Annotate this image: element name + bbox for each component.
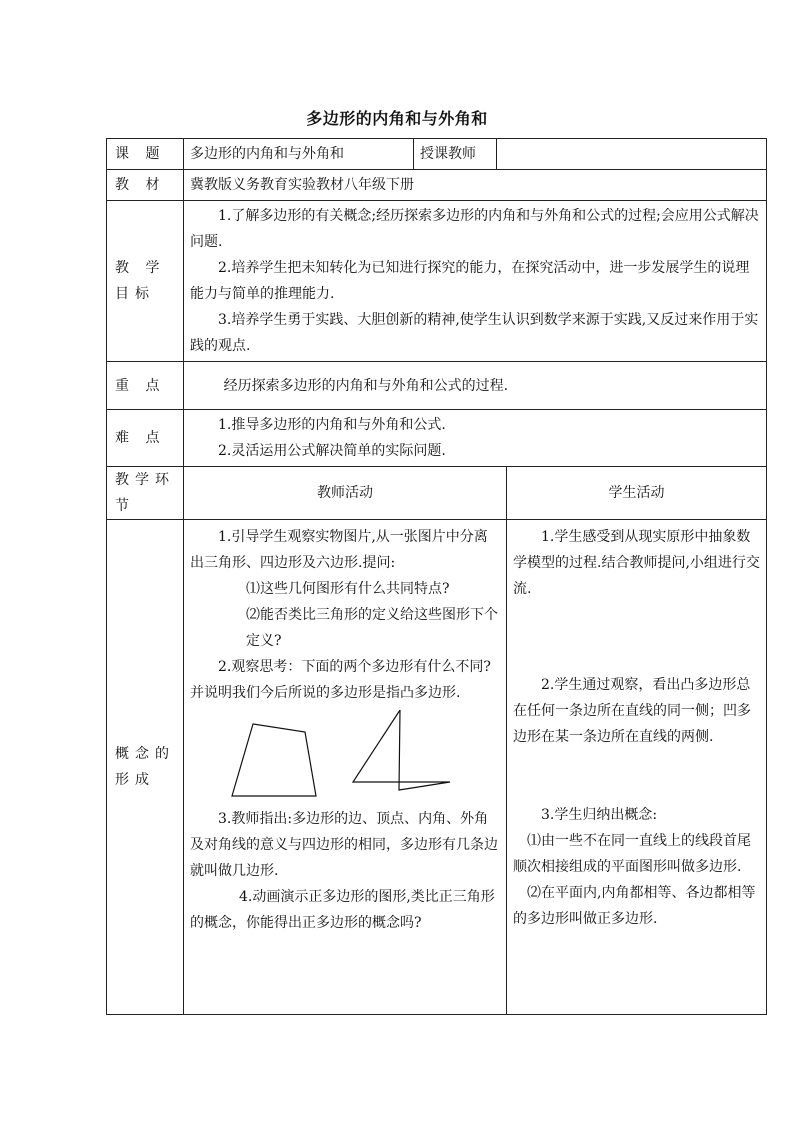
goals-content bbox=[184, 201, 767, 362]
student-step-3b: ⑵在平面内,内角都相等、各边都相等的多边形叫做正多边形. bbox=[513, 885, 756, 927]
goal-item: 1.了解多边形的有关概念;经历探索多边形的内角和与外角和公式的过程;会应用公式解决问题. bbox=[190, 208, 759, 250]
polygon-figures bbox=[230, 710, 470, 802]
row-goals bbox=[107, 201, 767, 362]
student-activity bbox=[507, 520, 767, 1015]
concave-quadrilateral bbox=[353, 710, 450, 790]
student-step-3a: ⑴由一些不在同一直线上的线段首尾顺次相接组成的平面图形叫做多边形. bbox=[513, 833, 751, 875]
material-label: 教 材 bbox=[107, 170, 184, 201]
row-header bbox=[107, 467, 767, 520]
material-value: 冀教版义务教育实验教材八年级下册 bbox=[184, 170, 767, 201]
question-2-line bbox=[190, 602, 500, 654]
row-difficult bbox=[107, 410, 767, 467]
difficult-item: 2.灵活运用公式解决简单的实际问题. bbox=[218, 443, 446, 459]
row-key bbox=[107, 362, 767, 410]
key-label: 重 点 bbox=[107, 362, 184, 410]
lesson-plan-table bbox=[106, 138, 767, 1015]
teacher-value bbox=[497, 139, 767, 170]
concept-label: 概念的形成 bbox=[107, 520, 184, 1015]
row-material bbox=[107, 170, 767, 201]
goal-item: 3.培养学生勇于实践、大胆创新的精神,使学生认识到数学来源于实践,又反过来作用于实践的观点. bbox=[190, 312, 759, 354]
goal-item: 2.培养学生把未知转化为已知进行探究的能力，在探究活动中，进一步发展学生的说理能力与简单的推理能力. bbox=[190, 260, 750, 302]
question-2: ⑵能否类比三角形的定义给这些图形下个定义? bbox=[246, 607, 498, 649]
student-step-1: 1.学生感受到从现实原形中抽象数学模型的过程.结合教师提问,小组进行交流. bbox=[513, 529, 760, 597]
topic-value: 多边形的内角和与外角和 bbox=[184, 139, 414, 170]
teacher-step-4: 4.动画演示正多边形的图形,类比正三角形的概念，你能得出正多边形的概念吗? bbox=[190, 889, 495, 931]
stage-label: 教学环节 bbox=[107, 467, 184, 520]
question-1: ⑴这些几何图形有什么共同特点? bbox=[246, 581, 450, 597]
teacher-activity-header: 教师活动 bbox=[184, 467, 507, 520]
page-title: 多边形的内角和与外角和 bbox=[306, 109, 488, 128]
key-value: 经历探索多边形的内角和与外角和公式的过程. bbox=[184, 362, 767, 410]
teacher-label: 授课教师 bbox=[414, 139, 497, 170]
difficult-item: 1.推导多边形的内角和与外角和公式. bbox=[218, 417, 446, 433]
row-concept bbox=[107, 520, 767, 1015]
difficult-label: 难 点 bbox=[107, 410, 184, 467]
teacher-activity bbox=[184, 520, 507, 1015]
teacher-step-1: 1.引导学生观察实物图片,从一张图片中分离出三角形、四边形及六边形.提问: bbox=[190, 529, 488, 571]
topic-label: 课 题 bbox=[107, 139, 184, 170]
student-step-3: 3.学生归纳出概念: bbox=[541, 807, 658, 823]
goals-label: 教 学目标 bbox=[107, 201, 184, 362]
teacher-step-2: 2.观察思考：下面的两个多边形有什么不同?并说明我们今后所说的多边形是指凸多边形. bbox=[190, 659, 491, 701]
row-topic bbox=[107, 139, 767, 170]
difficult-content bbox=[184, 410, 767, 467]
convex-quadrilateral bbox=[232, 724, 316, 796]
student-step-2: 2.学生通过观察，看出凸多边形总在任何一条边所在直线的同一侧；凹多边形在某一条边所在直线的两侧. bbox=[513, 677, 751, 745]
student-activity-header: 学生活动 bbox=[507, 467, 767, 520]
teacher-step-3: 3.教师指出:多边形的边、顶点、内角、外角及对角线的意义与四边形的相同，多边形有几条边就叫做几边形. bbox=[190, 811, 498, 879]
